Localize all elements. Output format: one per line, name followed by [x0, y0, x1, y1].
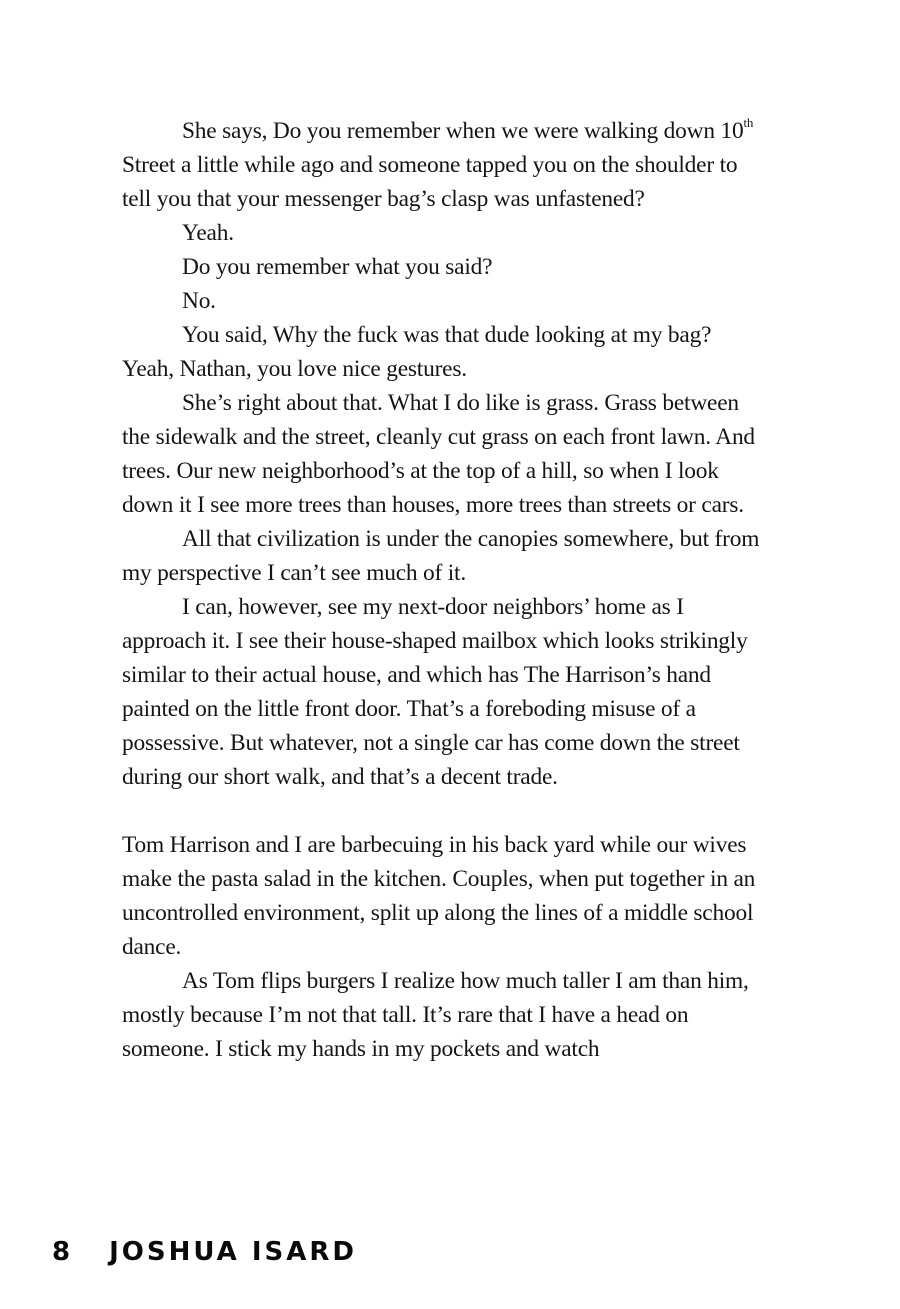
page-number: 8 [52, 1237, 72, 1267]
book-page-body [122, 114, 762, 1066]
paragraph-4: No. [182, 288, 216, 314]
paragraph-7: All that civilization is under the canopies somewhere, but from my perspective I can’t see much of it. [122, 526, 760, 586]
paragraph-10: As Tom flips burgers I realize how much taller I am than him, mostly because I’m not that tall. It’s rare that I have a head on someone. I stick my hands in my pockets and watch [122, 968, 749, 1062]
paragraph-1-text-end: Street a little while ago and someone tapped you on the shoulder to tell you that your messenger bag’s clasp was unfastened? [122, 152, 738, 212]
author-name: JOSHUA ISARD [109, 1237, 357, 1267]
paragraph-8: I can, however, see my next-door neighbors’ home as I approach it. I see their house-shaped mailbox which looks strikingly similar to their actual house, and which has The Harrison’s hand painted on the little front door. That’s a foreboding misuse of a possessive. But whatever, not a single car has come down the street during our short walk, and that’s a decent trade. [122, 594, 748, 790]
paragraph-9: Tom Harrison and I are barbecuing in his back yard while our wives make the pasta salad in the kitchen. Couples, when put together in an uncontrolled environment, split up along the lines of a middle school dance. [122, 832, 756, 960]
paragraph-2: Yeah. [182, 220, 234, 246]
ordinal-suffix: th [743, 115, 754, 131]
paragraph-3: Do you remember what you said? [182, 254, 493, 280]
section-break [122, 794, 762, 828]
paragraph-1-text-start: She says, Do you remember when we were walking down 10 [182, 118, 744, 144]
paragraph-6: She’s right about that. What I do like is grass. Grass between the sidewalk and the street, cleanly cut grass on each front lawn. And trees. Our new neighborhood’s at the top of a hill, so when I look down it I see more trees than houses, more trees than streets or cars. [122, 390, 755, 518]
paragraph-1 [122, 114, 762, 216]
paragraph-5: You said, Why the fuck was that dude looking at my bag? Yeah, Nathan, you love nice gestures. [122, 322, 712, 382]
page-footer [52, 1232, 357, 1272]
